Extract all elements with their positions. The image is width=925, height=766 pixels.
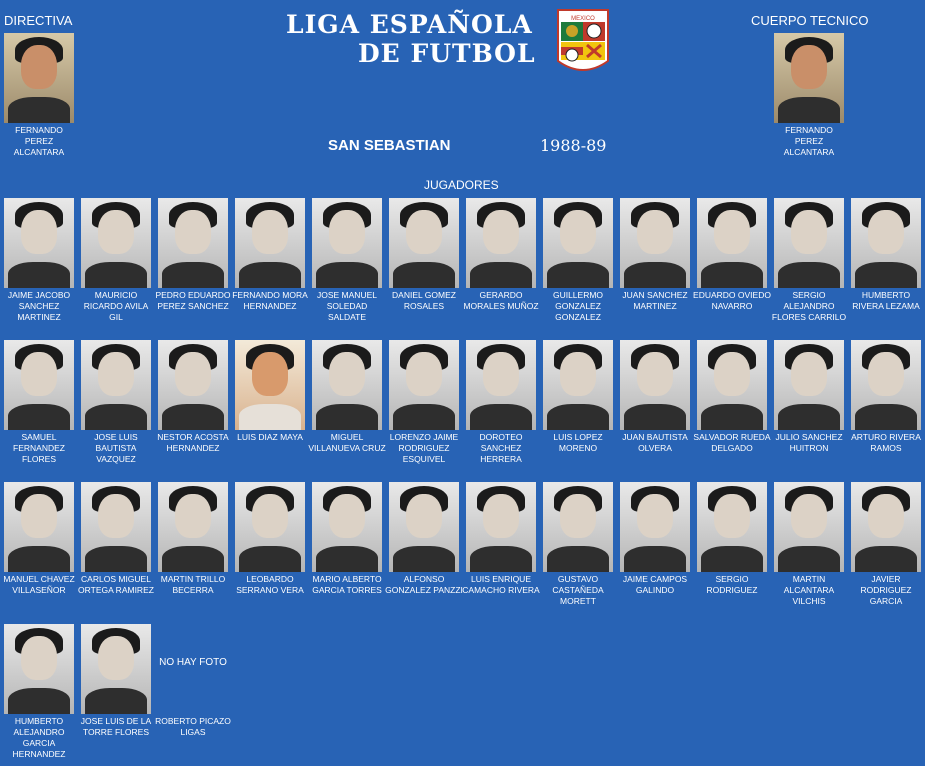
player-name: MARIO ALBERTO GARCIA TORRES bbox=[312, 574, 382, 595]
player-photo bbox=[312, 198, 382, 288]
player-name: JAIME JACOBO SANCHEZ MARTINEZ bbox=[7, 290, 71, 322]
player-name: MIGUEL VILLANUEVA CRUZ bbox=[308, 432, 386, 453]
player-name: LUIS DIAZ MAYA bbox=[237, 432, 303, 442]
player-photo bbox=[851, 482, 921, 572]
player-photo bbox=[389, 198, 459, 288]
player-photo bbox=[466, 340, 536, 430]
player-name: SALVADOR RUEDA DELGADO bbox=[693, 432, 771, 453]
player-name: GERARDO MORALES MUÑOZ bbox=[463, 290, 539, 311]
player-photo bbox=[466, 482, 536, 572]
player-photo bbox=[81, 340, 151, 430]
player-photo bbox=[389, 340, 459, 430]
player-name: HUMBERTO RIVERA LEZAMA bbox=[852, 290, 920, 311]
cuerpo-tecnico-label: CUERPO TECNICO bbox=[751, 13, 869, 28]
player-photo bbox=[158, 482, 228, 572]
player-name: JULIO SANCHEZ HUITRON bbox=[775, 432, 843, 453]
player-photo bbox=[235, 482, 305, 572]
player-photo bbox=[697, 482, 767, 572]
team-name: SAN SEBASTIAN bbox=[328, 137, 451, 154]
player-photo bbox=[4, 624, 74, 714]
player-name: GUSTAVO CASTAÑEDA MORETT bbox=[552, 574, 604, 606]
player-name: MANUEL CHAVEZ VILLASEÑOR bbox=[3, 574, 75, 595]
player-photo bbox=[158, 340, 228, 430]
player-name: DANIEL GOMEZ ROSALES bbox=[392, 290, 456, 311]
player-name: ARTURO RIVERA RAMOS bbox=[851, 432, 921, 453]
player-photo bbox=[4, 482, 74, 572]
player-photo bbox=[543, 340, 613, 430]
player-photo bbox=[235, 340, 305, 430]
title-line-2: DE FUTBOL bbox=[358, 39, 536, 68]
player-name: DOROTEO SANCHEZ HERRERA bbox=[479, 432, 523, 464]
player-photo bbox=[466, 198, 536, 288]
player-photo bbox=[620, 482, 690, 572]
player-name: HUMBERTO ALEJANDRO GARCIA HERNANDEZ bbox=[12, 716, 66, 759]
player-photo bbox=[81, 482, 151, 572]
player-name: JOSE LUIS BAUTISTA VAZQUEZ bbox=[94, 432, 138, 464]
player-photo bbox=[543, 482, 613, 572]
player-photo bbox=[312, 482, 382, 572]
player-photo bbox=[697, 340, 767, 430]
directiva-name: FERNANDO PEREZ ALCANTARA bbox=[13, 125, 65, 157]
crest-text: MEXICO bbox=[571, 16, 595, 22]
player-photo bbox=[774, 340, 844, 430]
player-name: SERGIO RODRIGUEZ bbox=[706, 574, 758, 595]
player-photo bbox=[774, 198, 844, 288]
cuerpo-tecnico-photo bbox=[774, 33, 844, 123]
player-photo bbox=[158, 198, 228, 288]
player-name: SERGIO ALEJANDRO FLORES CARRILO bbox=[771, 290, 847, 322]
jugadores-label: JUGADORES bbox=[424, 178, 499, 192]
player-name: MARTIN TRILLO BECERRA bbox=[160, 574, 226, 595]
player-name: LUIS ENRIQUE CAMACHO RIVERA bbox=[462, 574, 540, 595]
player-photo bbox=[774, 482, 844, 572]
player-name: MARTIN ALCANTARA VILCHIS bbox=[783, 574, 835, 606]
league-crest-logo bbox=[557, 9, 609, 75]
title-line-1: LIGA ESPAÑOLA bbox=[286, 10, 533, 39]
player-photo bbox=[312, 340, 382, 430]
player-name: MAURICIO RICARDO AVILA GIL bbox=[83, 290, 149, 322]
player-name: SAMUEL FERNANDEZ FLORES bbox=[13, 432, 65, 464]
player-photo bbox=[81, 624, 151, 714]
player-name: JAIME CAMPOS GALINDO bbox=[622, 574, 688, 595]
player-photo bbox=[851, 198, 921, 288]
player-name: JUAN BAUTISTA OLVERA bbox=[622, 432, 688, 453]
season: 1988-89 bbox=[540, 136, 607, 155]
player-photo bbox=[4, 198, 74, 288]
player-photo bbox=[4, 340, 74, 430]
player-name: GUILLERMO GONZALEZ GONZALEZ bbox=[552, 290, 604, 322]
player-name: NESTOR ACOSTA HERNANDEZ bbox=[157, 432, 229, 453]
player-name: JOSE MANUEL SOLEDAD SALDATE bbox=[317, 290, 377, 322]
player-name: LEOBARDO SERRANO VERA bbox=[236, 574, 304, 595]
player-name: JAVIER RODRIGUEZ GARCIA bbox=[860, 574, 912, 606]
player-photo bbox=[697, 198, 767, 288]
player-photo bbox=[620, 198, 690, 288]
player-name: CARLOS MIGUEL ORTEGA RAMIREZ bbox=[78, 574, 154, 595]
player-photo bbox=[620, 340, 690, 430]
player-name: EDUARDO OVIEDO NAVARRO bbox=[693, 290, 771, 311]
player-name: ROBERTO PICAZO LIGAS bbox=[155, 716, 231, 737]
no-photo-text: NO HAY FOTO bbox=[159, 657, 227, 668]
player-name: LORENZO JAIME RODRIGUEZ ESQUIVEL bbox=[389, 432, 459, 464]
player-photo bbox=[389, 482, 459, 572]
player-photo bbox=[81, 198, 151, 288]
directiva-label: DIRECTIVA bbox=[4, 13, 73, 28]
player-photo bbox=[851, 340, 921, 430]
player-photo bbox=[543, 198, 613, 288]
player-photo bbox=[235, 198, 305, 288]
directiva-photo bbox=[4, 33, 74, 123]
player-name: JOSE LUIS DE LA TORRE FLORES bbox=[80, 716, 152, 737]
player-name: LUIS LOPEZ MORENO bbox=[553, 432, 603, 453]
player-name: JUAN SANCHEZ MARTINEZ bbox=[622, 290, 688, 311]
player-name: PEDRO EDUARDO PEREZ SANCHEZ bbox=[155, 290, 231, 311]
player-name: FERNANDO MORA HERNANDEZ bbox=[232, 290, 308, 311]
cuerpo-tecnico-name: FERNANDO PEREZ ALCANTARA bbox=[783, 125, 835, 157]
player-name: ALFONSO GONZALEZ PANZZI bbox=[385, 574, 463, 595]
